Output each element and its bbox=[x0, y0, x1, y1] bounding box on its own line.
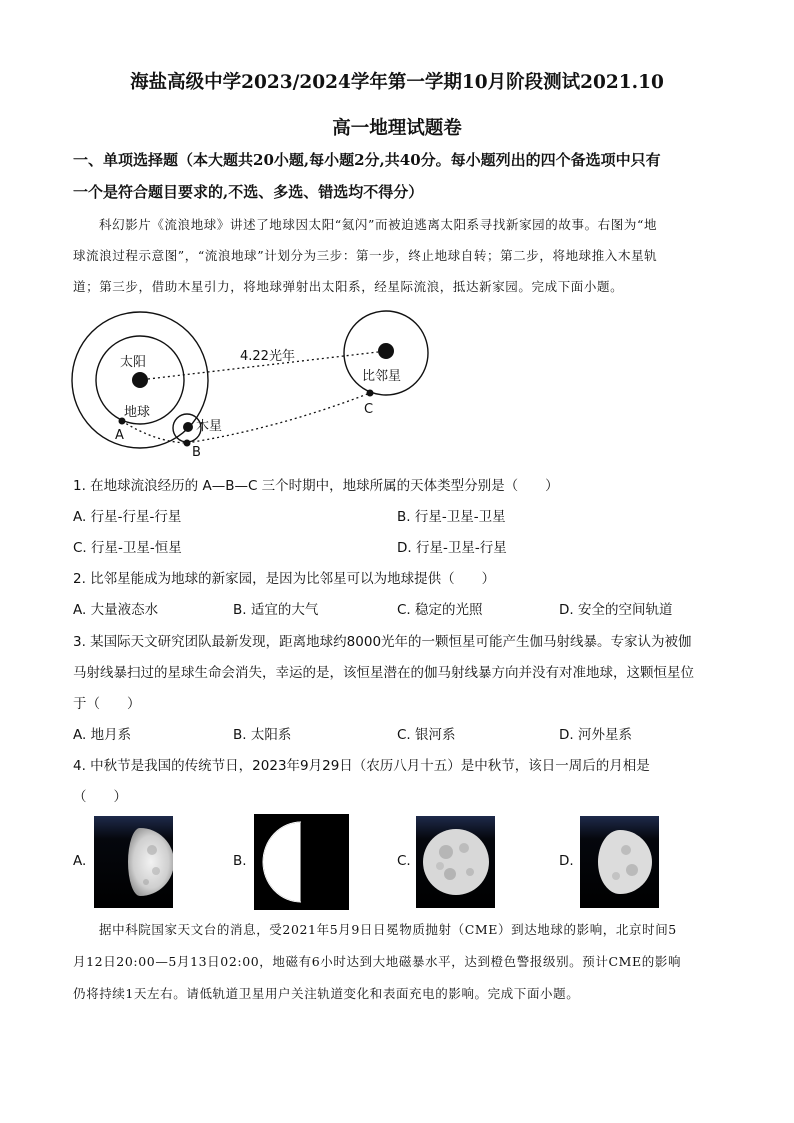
question-4-stem-line2: （ ） bbox=[73, 789, 127, 805]
question-3-option-a[interactable]: A. 地月系 bbox=[73, 727, 132, 743]
intro-paragraph-line1: 科幻影片《流浪地球》讲述了地球因太阳“氦闪”而被迫逃离太阳系寻找新家园的故事。右图为“地 bbox=[99, 217, 658, 232]
proxima-label: 比邻星 bbox=[362, 369, 402, 384]
earth-label: 地球 bbox=[124, 405, 151, 420]
question-1-option-d[interactable]: D. 行星-卫星-行星 bbox=[397, 540, 507, 556]
point-a-label: A bbox=[115, 428, 124, 443]
question-3-option-d[interactable]: D. 河外星系 bbox=[559, 727, 632, 743]
question-3-option-b[interactable]: B. 太阳系 bbox=[233, 727, 292, 743]
intro2-paragraph-line2: 月12日20:00—5月13日02:00，地磁有6小时达到大地磁暴水平，达到橙色警报级别。预计CME的影响 bbox=[73, 954, 682, 969]
proxima-icon bbox=[378, 343, 394, 359]
question-2-option-b[interactable]: B. 适宜的大气 bbox=[233, 602, 319, 618]
moon-phase-c-icon[interactable] bbox=[416, 816, 495, 908]
intro-paragraph-line3: 道；第三步，借助木星引力，将地球弹射出太阳系，经星际流浪，抵达新家园。完成下面小题。 bbox=[73, 279, 624, 294]
question-3-stem-line1: 3. 某国际天文研究团队最新发现，距离地球约8000光年的一颗恒星可能产生伽马射线暴。专家认为被伽 bbox=[73, 634, 692, 650]
sun-icon bbox=[132, 372, 148, 388]
question-1-option-b[interactable]: B. 行星-卫星-卫星 bbox=[397, 509, 506, 525]
moon-phase-d-icon[interactable] bbox=[580, 816, 659, 908]
question-2-option-d[interactable]: D. 安全的空间轨道 bbox=[559, 602, 673, 618]
question-3-stem-line2: 马射线暴扫过的星球生命会消失，幸运的是，该恒星潜在的伽马射线暴方向并没有对准地球，这颗恒星位 bbox=[73, 665, 694, 681]
point-c-dot bbox=[367, 390, 374, 397]
jupiter-label: 木星 bbox=[196, 419, 223, 434]
question-3-option-c[interactable]: C. 银河系 bbox=[397, 727, 456, 743]
question-4-stem-line1: 4. 中秋节是我国的传统节日，2023年9月29日（农历八月十五）是中秋节，该日一周后的月相是 bbox=[73, 758, 650, 774]
question-4-option-d-label[interactable]: D. bbox=[559, 853, 574, 869]
exam-subtitle: 高一地理试题卷 bbox=[332, 118, 462, 139]
distance-label: 4.22光年 bbox=[240, 349, 295, 364]
wandering-path bbox=[122, 393, 370, 443]
intro2-paragraph-line3: 仍将持续1天左右。请低轨道卫星用户关注轨道变化和表面充电的影响。完成下面小题。 bbox=[73, 986, 580, 1001]
moon-phase-a-icon[interactable] bbox=[94, 816, 173, 908]
point-c-label: C bbox=[364, 402, 374, 417]
question-1-option-a[interactable]: A. 行星-行星-行星 bbox=[73, 509, 182, 525]
point-b-label: B bbox=[192, 445, 201, 460]
section-heading-line1: 一、单项选择题（本大题共20小题,每小题2分,共40分。每小题列出的四个备选项中只有 bbox=[73, 151, 661, 169]
point-b-dot bbox=[184, 440, 191, 447]
question-4-option-b-label[interactable]: B. bbox=[233, 853, 247, 869]
question-1-option-c[interactable]: C. 行星-卫星-恒星 bbox=[73, 540, 182, 556]
question-2-stem: 2. 比邻星能成为地球的新家园，是因为比邻星可以为地球提供（ ） bbox=[73, 571, 496, 587]
exam-title: 海盐高级中学2023/2024学年第一学期10月阶段测试2021.10 bbox=[130, 72, 664, 93]
question-3-stem-line3: 于（ ） bbox=[73, 696, 141, 712]
question-2-option-c[interactable]: C. 稳定的光照 bbox=[397, 602, 483, 618]
section-heading-line2: 一个是符合题目要求的,不选、多选、错选均不得分） bbox=[73, 183, 424, 201]
question-4-option-c-label[interactable]: C. bbox=[397, 853, 411, 869]
moon-phase-b-icon[interactable] bbox=[254, 814, 349, 910]
question-1-stem: 1. 在地球流浪经历的 A—B—C 三个时期中，地球所属的天体类型分别是（ ） bbox=[73, 478, 559, 494]
question-2-option-a[interactable]: A. 大量液态水 bbox=[73, 602, 159, 618]
jupiter-icon bbox=[183, 422, 193, 432]
intro2-paragraph-line1: 据中科院国家天文台的消息，受2021年5月9日日冕物质抛射（CME）到达地球的影响，北京时间5 bbox=[99, 922, 677, 937]
sun-label: 太阳 bbox=[120, 355, 147, 370]
question-4-option-a-label[interactable]: A. bbox=[73, 853, 87, 869]
wandering-earth-diagram bbox=[60, 300, 440, 465]
intro-paragraph-line2: 球流浪过程示意图”，“流浪地球”计划分为三步：第一步，终止地球自转；第二步，将地球推入木星轨 bbox=[73, 248, 658, 263]
